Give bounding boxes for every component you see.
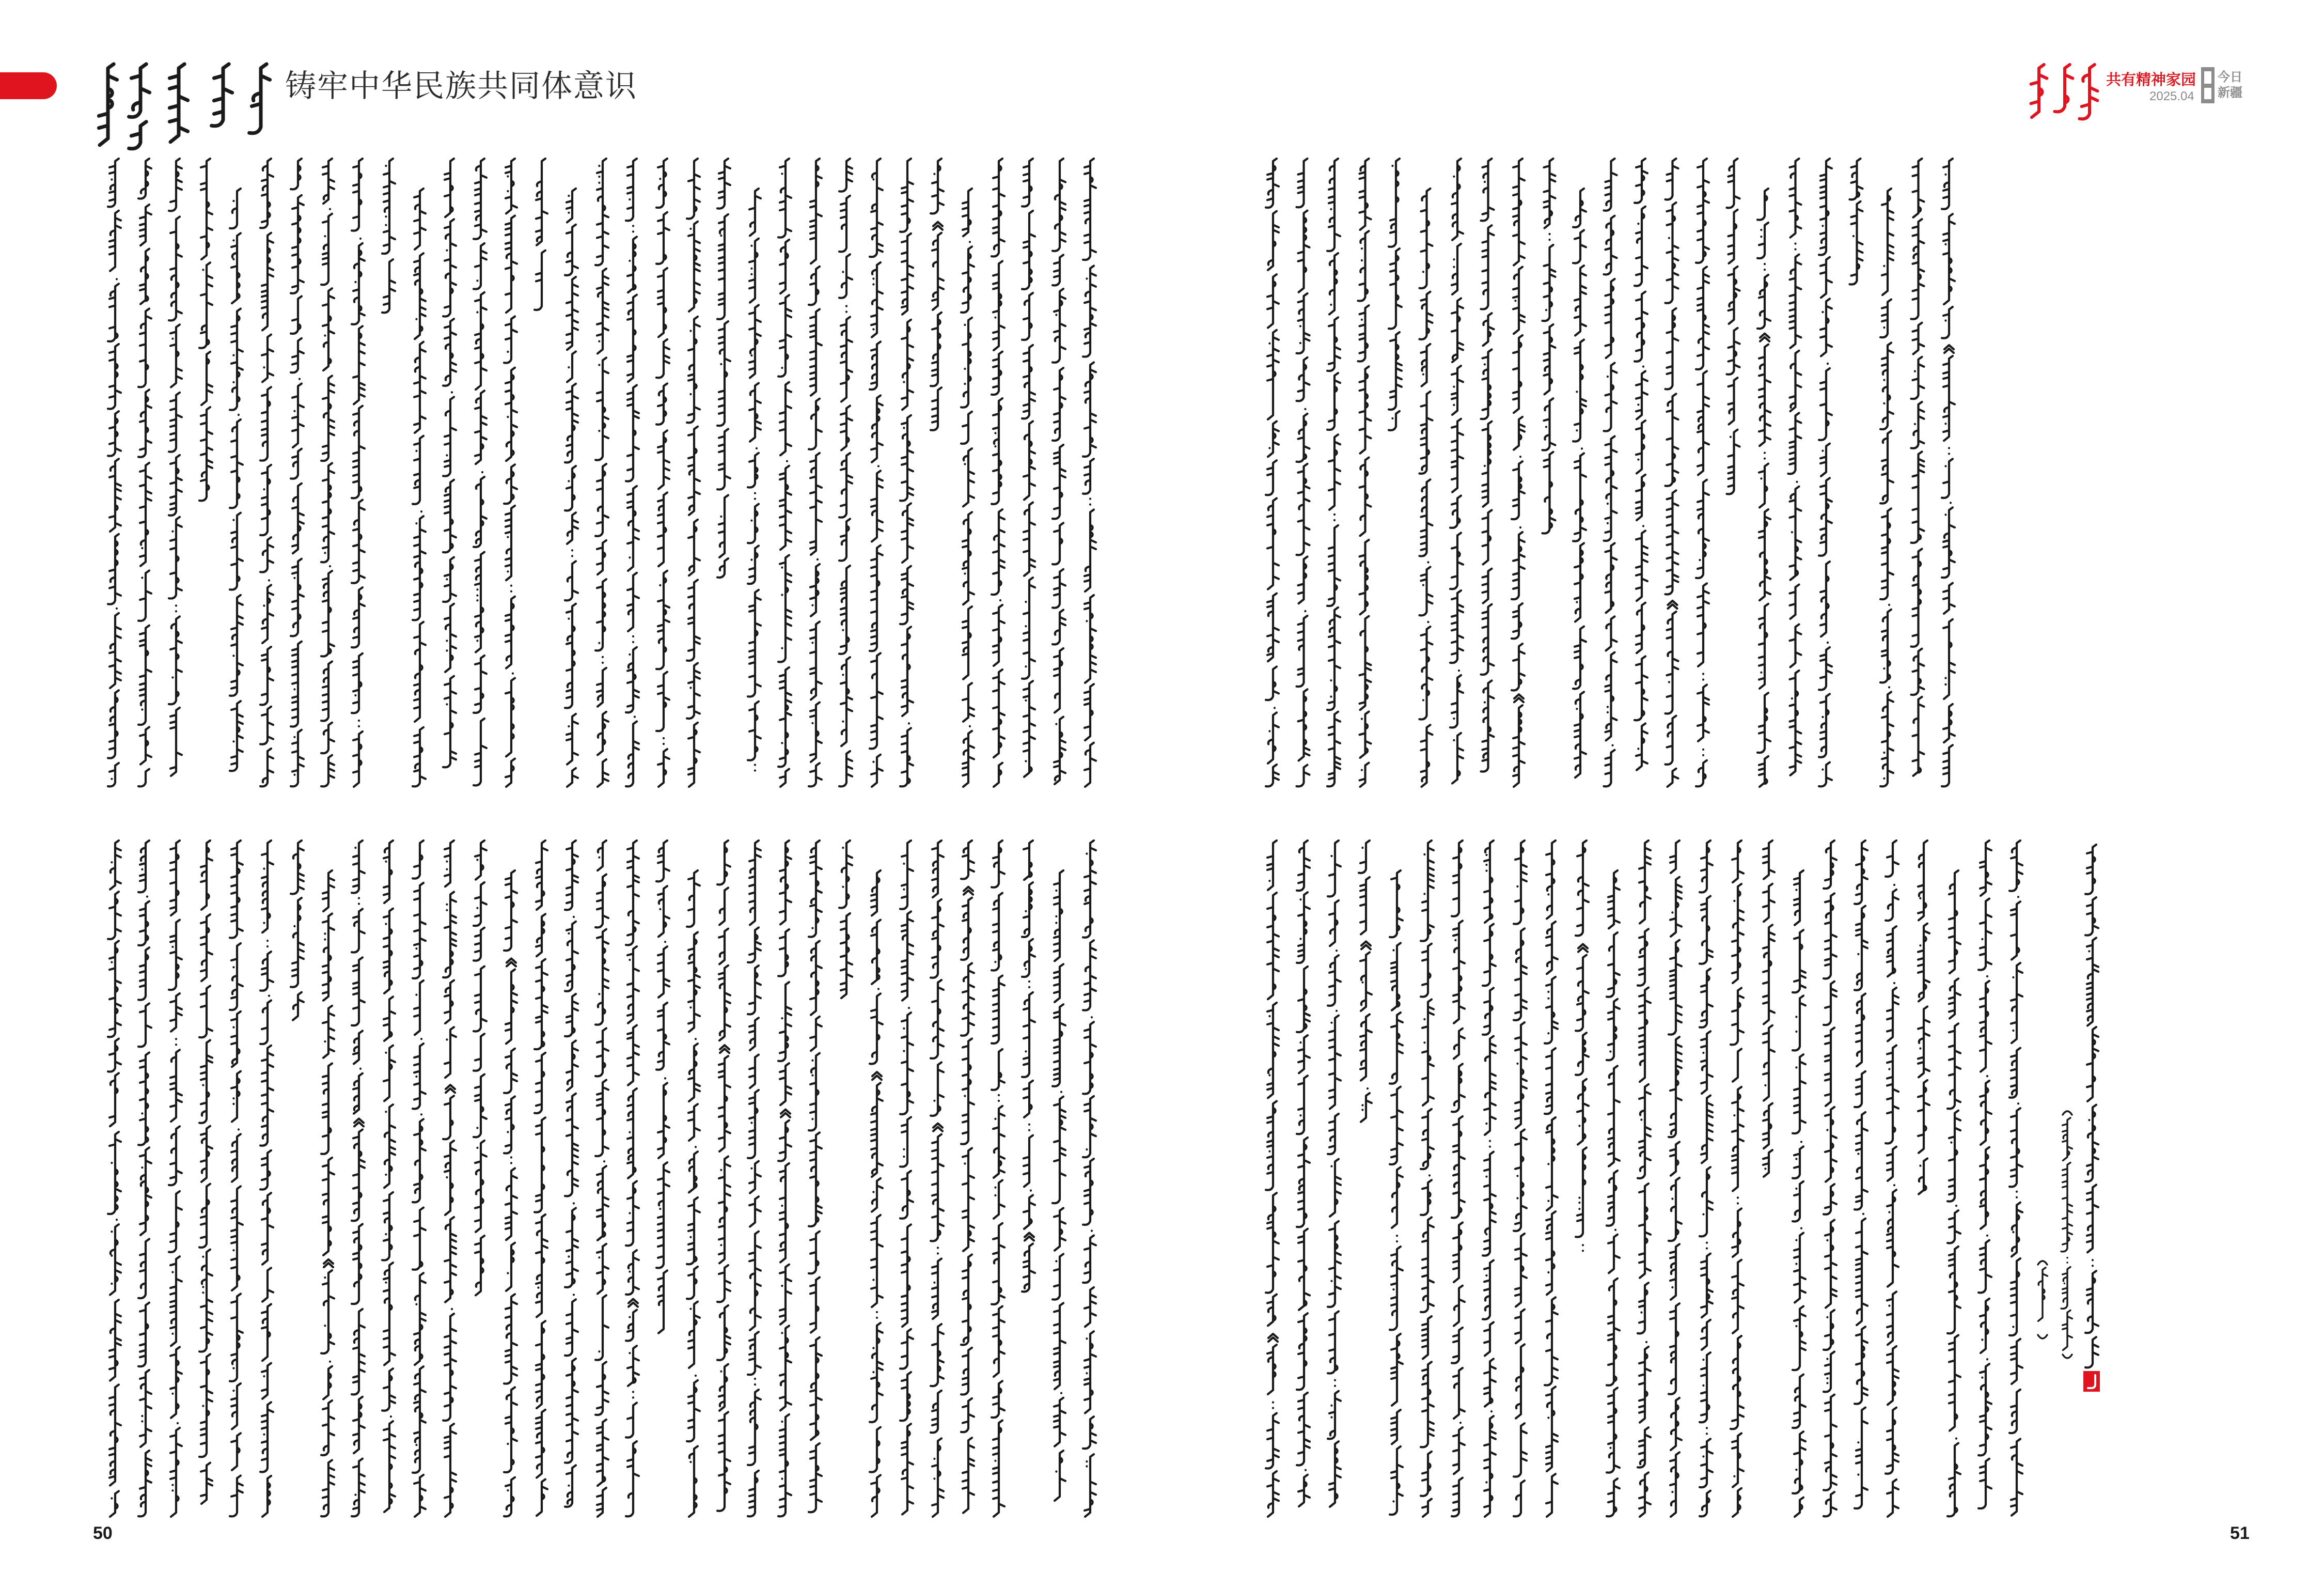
- section-title: 铸牢中华民族共同体意识: [285, 68, 637, 104]
- mongolian-column-name: [2031, 65, 2098, 119]
- section-title-script-column: [212, 64, 232, 126]
- script-text-column: [382, 840, 395, 1512]
- script-text-column: [1512, 159, 1525, 787]
- section-title-script-column: [249, 64, 270, 133]
- script-text-column: [1450, 159, 1463, 784]
- script-text-column: [230, 189, 243, 771]
- script-text-column: [1328, 840, 1341, 1507]
- script-text-column: [961, 189, 974, 787]
- script-text-column: [291, 840, 304, 1020]
- script-text-column: [1022, 840, 1035, 1291]
- script-text-column: [1573, 189, 1586, 777]
- script-text-column: [717, 840, 730, 1511]
- text-block-left-top: [108, 159, 1096, 787]
- script-text-column: [870, 870, 883, 1517]
- script-text-column: [748, 189, 761, 771]
- script-text-column: [1297, 159, 1310, 786]
- script-text-column: [1266, 159, 1279, 786]
- script-text-column: [321, 159, 334, 786]
- script-text-column: [199, 840, 212, 1504]
- script-text-column: [931, 840, 944, 1517]
- script-text-column: [1576, 840, 1589, 1251]
- script-text-column: [809, 159, 822, 786]
- text-block-right-bottom: [1266, 840, 2098, 1517]
- script-text-column: [321, 870, 334, 1516]
- script-text-column: [1481, 159, 1494, 772]
- script-text-column: [900, 840, 913, 1515]
- mongolian-section-title: [99, 64, 270, 149]
- script-text-column: [1948, 870, 1960, 1516]
- script-text-column: [961, 840, 974, 1513]
- script-text-column: [1942, 159, 1955, 786]
- script-text-column: [382, 159, 395, 313]
- script-text-column: [595, 840, 608, 1517]
- script-text-column: [108, 159, 121, 786]
- script-text-column: [1514, 840, 1527, 1516]
- page-number-right: 51: [2230, 1523, 2250, 1543]
- issue-date: 2025.04: [2149, 89, 2194, 103]
- script-text-column: [992, 840, 1004, 1517]
- script-text-column: [1053, 870, 1065, 1501]
- script-text-column: [1819, 159, 1832, 786]
- text-block-left-bottom: [108, 840, 1096, 1517]
- script-text-column: [1763, 840, 1775, 1177]
- script-text-column: [931, 159, 944, 430]
- script-text-column: [900, 159, 913, 786]
- script-text-column: [1359, 840, 1372, 1122]
- script-text-column: [1421, 840, 1434, 1517]
- script-text-column: [565, 840, 578, 1507]
- article-end-mark: [2083, 1371, 2100, 1392]
- page-number-left: 50: [93, 1523, 113, 1543]
- script-text-column: [778, 840, 791, 1516]
- author-note-column: [2061, 1111, 2072, 1358]
- script-text-column: [1420, 189, 1433, 787]
- script-text-column: [1297, 840, 1310, 1506]
- script-text-column: [1604, 159, 1617, 786]
- script-text-column: [687, 870, 700, 1517]
- script-text-column: [626, 840, 639, 1516]
- script-text-column: [443, 159, 456, 767]
- script-text-column: [474, 840, 486, 1295]
- script-text-column: [1793, 870, 1805, 1517]
- script-text-column: [992, 159, 1004, 787]
- script-text-column: [1452, 840, 1465, 1516]
- logo-text-line1: 今日: [2218, 70, 2242, 84]
- script-text-column: [1880, 189, 1893, 786]
- script-text-column: [1666, 159, 1678, 787]
- section-title-script-column: [129, 64, 150, 149]
- script-text-column: [870, 159, 883, 787]
- script-text-column: [1978, 840, 1991, 1508]
- script-text-column: [260, 159, 273, 786]
- script-text-column: [1788, 159, 1801, 775]
- logo-text-line2: 新疆: [2218, 86, 2242, 100]
- script-text-column: [1731, 840, 1744, 1517]
- script-text-column: [656, 840, 669, 1333]
- script-text-column: [717, 159, 730, 578]
- column-name-script-column: [2054, 65, 2072, 112]
- script-text-column: [1638, 840, 1651, 1517]
- script-text-column: [1483, 840, 1496, 1517]
- script-text-column: [1850, 159, 1863, 285]
- script-text-column: [504, 870, 517, 1516]
- script-text-column: [2009, 840, 2022, 1516]
- script-text-column: [1669, 840, 1682, 1517]
- script-text-column: [535, 840, 547, 1516]
- script-text-column: [1635, 159, 1647, 770]
- script-text-column: [595, 159, 608, 787]
- script-text-column: [1855, 840, 1867, 1508]
- section-title-script-column: [99, 64, 117, 145]
- script-text-column: [504, 159, 517, 787]
- script-text-column: [1358, 159, 1371, 787]
- script-text-column: [1886, 840, 1898, 1517]
- source-note-column: [2038, 1261, 2047, 1338]
- script-text-column: [138, 840, 151, 1516]
- script-text-column: [199, 159, 212, 501]
- script-text-column: [1389, 159, 1402, 430]
- script-text-column: [1918, 840, 1929, 1194]
- script-text-column: [108, 840, 121, 1517]
- script-text-column: [138, 159, 151, 786]
- script-text-column: [1700, 840, 1713, 1516]
- script-text-column: [1607, 870, 1620, 1516]
- script-text-column: [413, 840, 426, 1517]
- script-text-column: [656, 159, 669, 787]
- script-text-column: [474, 159, 486, 785]
- script-text-column: [169, 840, 182, 1517]
- script-text-column: [352, 840, 365, 1516]
- text-block-right-top: [1266, 159, 1955, 787]
- script-text-column: [809, 840, 822, 1512]
- column-name-script-column: [2031, 65, 2047, 117]
- script-text-column: [169, 159, 182, 776]
- script-text-column: [565, 189, 578, 787]
- script-text-column: [1911, 159, 1924, 776]
- script-text-column: [1390, 870, 1403, 1515]
- script-text-column: [443, 840, 456, 1517]
- script-text-column: [839, 159, 852, 786]
- script-text-column: [1083, 159, 1096, 787]
- author-note-columns: [2038, 1111, 2072, 1358]
- script-text-column: [535, 159, 547, 310]
- script-text-column: [1545, 840, 1558, 1517]
- script-text-column: [687, 159, 700, 787]
- column-name: 共有精神家园: [2106, 72, 2196, 88]
- script-text-column: [748, 840, 761, 1516]
- script-text-column: [778, 159, 791, 787]
- section-title-script-column: [169, 64, 187, 142]
- script-text-column: [1327, 159, 1340, 786]
- script-text-column: [1022, 159, 1035, 777]
- script-text-column: [1543, 159, 1556, 534]
- script-text-column: [291, 159, 304, 786]
- script-text-column: [1053, 159, 1065, 784]
- script-text-column: [260, 840, 273, 1517]
- script-text-column-final: [2085, 845, 2098, 1367]
- script-text-column: [230, 840, 243, 1516]
- script-text-column: [1266, 840, 1279, 1517]
- script-text-column: [413, 189, 426, 786]
- script-text-column: [1083, 840, 1096, 1517]
- script-text-column: [1757, 189, 1770, 787]
- script-text-column: [352, 159, 365, 787]
- script-text-column: [1727, 159, 1740, 494]
- script-text-column: [626, 159, 639, 786]
- script-text-column: [1824, 840, 1836, 1516]
- script-text-column: [839, 840, 852, 998]
- script-text-column: [1696, 159, 1709, 786]
- column-name-script-column: [2079, 65, 2097, 119]
